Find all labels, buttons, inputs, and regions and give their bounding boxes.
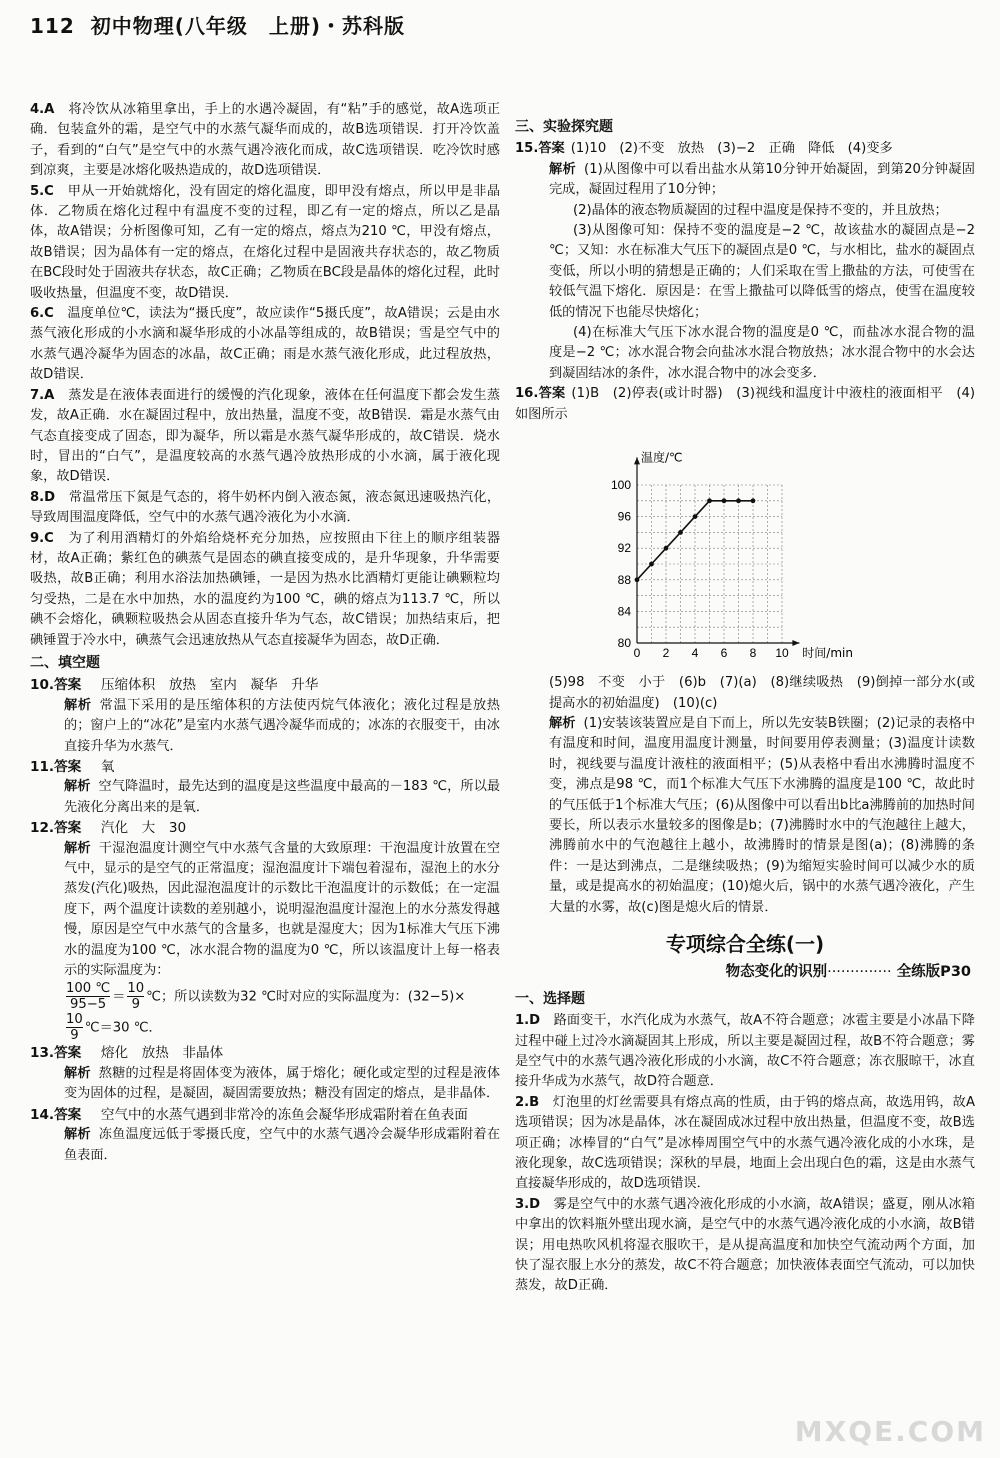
data-point — [664, 546, 669, 551]
q15-analysis-3: (3)从图像可知：保持不变的温度是−2 ℃，故该盐水的凝固点是−2 ℃；又知：水在标准大气压下的凝固点是0 ℃，与水相比，盐水的凝固点变低，所以小明的猜想是正确的；人们采取在雪上撒盐的方法，可使雪在较低气温下熔化．原因是：在雪上撒盐可以降低雪的熔点，使雪在温度较低的情况下也能尽快熔化； — [549, 223, 975, 320]
y-tick-label: 96 — [617, 509, 631, 524]
y-tick-label: 80 — [617, 636, 631, 651]
special-item-2: 2.B 灯泡里的灯丝需要具有熔点高的性质，由于钨的熔点高，故选用钨，故A选项错误；因为冰是晶体，冰在凝固成冰过程中放出热量，但温度不变，故B选项正确；冰棒冒的“白气”是冰棒周围空气中的水蒸气遇冷液化成的小水珠，是液化现象，故C选项错误；深秋的早晨，地面上会出现白色的霜，这是由水蒸气直接凝华形成的，故D选项错误． — [515, 1094, 975, 1192]
q10-answer: 10.答案 压缩体积 放热 室内 凝华 升华 — [30, 677, 319, 694]
data-point — [678, 530, 683, 535]
q16-answer-cont: (5)98 不变 小于 (6)b (7)(a) (8)继续吸热 (9)倒掉一部分水(或提高水的初始温度) (10)(c) — [549, 675, 975, 711]
q15-analysis-4: (4)在标准大气压下冰水混合物的温度是0 ℃，而盐冰水混合物的温度是−2 ℃；冰水混合物会向盐冰水混合物放热；冰水混合物中的水会达到凝固结冰的条件，冰水混合物中的冰会变多． — [549, 325, 975, 381]
data-point — [693, 514, 698, 519]
q10-analysis: 解析 常温下采用的是压缩体积的方法使丙烷气体液化；液化过程是放热的；窗户上的“冰花”是室内水蒸气遇冷凝华而成的；冰冻的衣服变干，由冰直接升华为水蒸气． — [64, 697, 500, 754]
x-tick-label: 4 — [691, 646, 699, 661]
q12-formula-tail: $\frac{10}{9}$ ℃＝30 ℃． — [66, 1012, 162, 1044]
fraction-1: $\frac{100 ℃}{95-5}$ — [66, 981, 111, 1013]
series-line — [637, 501, 753, 580]
special-practice-subtitle: 物态变化的识别·············· 全练版P30 — [725, 964, 971, 981]
answer-item-9: 9.C 为了利用酒精灯的外焰给烧杯充分加热，应按照由下往上的顺序组装器材，故A正确；紫红色的碘蒸气是固态的碘直接变成的，是升华现象，升华需要吸热，故B正确；利用水浴法加热碘锤，一是因为热水比酒精灯更能让碘颗粒均匀受热，二是在水中加热，水的温度约为100 ℃，碘的熔点为113.7 ℃，所以碘不会熔化，碘颗粒吸热会从固态直接升华为气态，故C错误；加热结束后，把碘锤置于冷水中，碘蒸气会迅速放热从气态直接凝华为固态，故D正确． — [30, 530, 501, 648]
data-point — [649, 562, 654, 567]
y-axis-label: 温度/℃ — [641, 450, 683, 465]
q12-answer: 12.答案 汽化 大 30 — [30, 820, 187, 837]
q13-answer: 13.答案 熔化 放热 非晶体 — [30, 1045, 224, 1062]
x-tick-label: 0 — [633, 646, 641, 661]
right-column — [515, 115, 975, 1297]
special-item-3: 3.D 雾是空气中的水蒸气遇冷液化形成的小水滴，故A错误；盛夏，刚从冰箱中拿出的饮料瓶外壁出现水滴，是空气中的水蒸气遇冷液化成的小水滴，故B错误；用电热吹风机将湿衣服吹干，是从提高温度和加快空气流动两个方面，加快了湿衣服上水分的蒸发，故C不符合题意；加快液体表面空气流动，可以加快蒸发，故D正确． — [515, 1196, 975, 1294]
page-number: 112 — [30, 14, 75, 38]
y-tick-label: 88 — [617, 572, 631, 587]
q15-answer: 15.答案 (1)10 (2)不变 放热 (3)−2 正确 降低 (4)变多 — [515, 141, 893, 157]
fraction-3: $\frac{10}{9}$ — [66, 1012, 83, 1044]
q15-analysis-2: (2)晶体的液态物质凝固的过程中温度是保持不变的，并且放热； — [573, 202, 948, 218]
data-point — [722, 498, 727, 503]
special-practice-title: 专项综合全练(一) — [665, 931, 825, 956]
data-point — [736, 498, 741, 503]
watermark: MXQE.COM — [794, 1415, 986, 1448]
q14-answer: 14.答案 空气中的水蒸气遇到非常冷的冻鱼会凝华形成霜附着在鱼表面 — [30, 1106, 468, 1123]
fill-section-title: 二、填空题 — [30, 654, 100, 671]
page-header — [30, 10, 405, 39]
data-point — [707, 498, 712, 503]
answer-item-7: 7.A 蒸发是在液体表面进行的缓慢的汽化现象，液体在任何温度下都会发生蒸发，故A正确．水在凝固过程中，放出热量，温度不变，故B错误．霜是水蒸气由气态直接变成了固态，即为凝华，所以霜是水蒸气凝华形成的，故C错误．烧水时，冒出的“白气”，是温度较高的水蒸气遇冷放热形成的小水滴，属于液化现象，故D错误． — [30, 387, 501, 485]
x-tick-label: 2 — [662, 646, 670, 661]
q15-analysis-1: 解析 (1)从图像中可以看出盐水从第10分钟开始凝固，到第20分钟凝固完成，凝固过程用了10分钟； — [549, 161, 975, 198]
data-point — [635, 577, 640, 582]
q13-analysis: 解析 熬糖的过程是将固体变为液体，属于熔化；硬化或定型的过程是液体变为固体的过程，是凝固，凝固需要放热；糖没有固定的熔点，是非晶体． — [64, 1065, 501, 1102]
q12-analysis: 解析 干湿泡温度计测空气中水蒸气含量的大致原理：干泡温度计放置在空气中，显示的是空气的正常温度；湿泡温度计下端包着湿布，湿泡上的水分蒸发(汽化)吸热，因此湿泡温度计的示数比干泡温度计的示数低；在一定温度下，两个温度计读数的差别越小，说明湿泡温度计湿泡上的水分蒸发得越慢，原因是空气中水蒸气的含量多，也就是湿度大；因为1标准大气压下沸水的温度为100 ℃，冰水混合物的温度为0 ℃，所以该温度计上每一格表示的实际温度为： — [64, 840, 501, 979]
special-section-title: 一、选择题 — [515, 990, 585, 1007]
answer-item-5: 5.C 甲从一开始就熔化，没有固定的熔化温度，即甲没有熔点，所以甲是非晶体．乙物质在熔化过程中有温度不变的过程，即乙有一定的熔点，所以乙是晶体，故A错误；分析图像可知，乙有一定的熔点，熔点为210 ℃，甲没有熔点，故B错误；因为晶体有一定的熔点，在熔化过程中是固液共存状态的，故乙物质在BC段时处于固液共存状态，故C正确；乙物质在BC段是晶体的熔化过程，此时吸收热量，但温度不变，故D错误． — [30, 183, 501, 301]
x-tick-label: 6 — [720, 646, 728, 661]
y-tick-label: 92 — [617, 541, 631, 556]
special-item-1: 1.D 路面变干，水汽化成为水蒸气，故A不符合题意；冰雹主要是小冰晶下降过程中碰上过冷水滴凝固其上形成，所以主要是凝固过程，故B不符合题意；雾是空气中的水蒸气遇冷液化形成的小水滴，故C不符合题意；冻衣服晾干，冰直接升华成为水蒸气，故D符合题意． — [515, 1013, 975, 1090]
data-point — [751, 498, 756, 503]
page-ref: 全练版P30 — [896, 964, 971, 981]
answer-item-4: 4.A 将冷饮从冰箱里拿出，手上的水遇冷凝固，有“粘”手的感觉，故A选项正确．包装盒外的霜，是空气中的水蒸气凝华而成的，故B选项错误．打开冷饮盖子，看到的“白气”是空气中的水蒸气遇冷液化而成，故C选项错误．吃冷饮时感到凉爽，主要是冰熔化吸热造成的，故D选项错误． — [30, 102, 501, 179]
y-tick-label: 84 — [617, 604, 631, 619]
book-title: 初中物理(八年级 上册)・苏科版 — [90, 14, 405, 38]
answer-item-6: 6.C 温度单位℃，读法为“摄氏度”，故应读作“5摄氏度”，故A错误；云是由水蒸气液化形成的小水滴和凝华形成的小冰晶等组成的，故B错误；雪是空气中的水蒸气遇冷凝华为固态的冰晶，故C正确；雨是水蒸气液化形成，此过程放热，故D错误． — [30, 306, 500, 383]
x-tick-label: 8 — [749, 646, 757, 661]
q16-analysis: 解析 (1)安装该装置应是自下而上，所以先安装B铁圈；(2)记录的表格中有温度和时间，温度用温度计测量，时间要用停表测量；(3)温度计读数时，视线要与温度计液柱的液面相平；(5)从表格中看出水沸腾时温度不变，沸点是98 ℃，而1个标准大气压下水沸腾的温度是100 ℃，故此时的气压低于1个标准大气压；(6)从图像中可以看出b比a沸腾前的加热时间要长，所以表示水量较多的图像是b；(7)沸腾时水中的气泡越往上越大，沸腾前水中的气泡越往上越小，故沸腾时的情景是图(a)；(8)沸腾的条件：一是达到沸点，二是继续吸热；(9)为缩短实验时间可以减少水的质量，或是提高水的初始温度；(10)熄火后，锅中的水蒸气遇冷液化，产生大量的水雾，故(c)图是熄火后的情景． — [549, 715, 976, 915]
x-axis-label: 时间/min — [802, 646, 853, 661]
x-axis-arrow — [792, 640, 799, 646]
q12-formula: $\frac{100 ℃}{95-5}$ ＝ $\frac{10}{9}$ ℃；所以读数为32 ℃时对应的实际温度为：(32−5)× — [66, 981, 466, 1013]
left-column — [30, 100, 500, 1166]
x-tick-label: 10 — [775, 646, 789, 661]
answer-item-8: 8.D 常温常压下氮是气态的，将牛奶杯内倒入液态氮，液态氮迅速吸热汽化，导致周围温度降低，空气中的水蒸气遇冷液化为小水滴． — [30, 489, 501, 526]
q11-answer: 11.答案 氧 — [30, 759, 115, 775]
fraction-2: $\frac{10}{9}$ — [127, 981, 145, 1013]
chart-svg — [515, 425, 975, 673]
q16-answer: 16.答案 (1)B (2)停表(或计时器) (3)视线和温度计中液柱的液面相平 (4)如图所示 — [515, 386, 975, 422]
exp-section-title: 三、实验探究题 — [515, 119, 613, 135]
q14-analysis: 解析 冻鱼温度远低于零摄氏度，空气中的水蒸气遇冷会凝华形成霜附着在鱼表面． — [64, 1127, 501, 1163]
y-tick-label: 100 — [610, 478, 631, 493]
y-axis-arrow — [634, 457, 640, 464]
temperature-time-chart — [515, 425, 975, 673]
q11-analysis: 解析 空气降温时，最先达到的温度是这些温度中最高的－183 ℃，所以最先液化分离出来的是氧． — [64, 779, 501, 815]
